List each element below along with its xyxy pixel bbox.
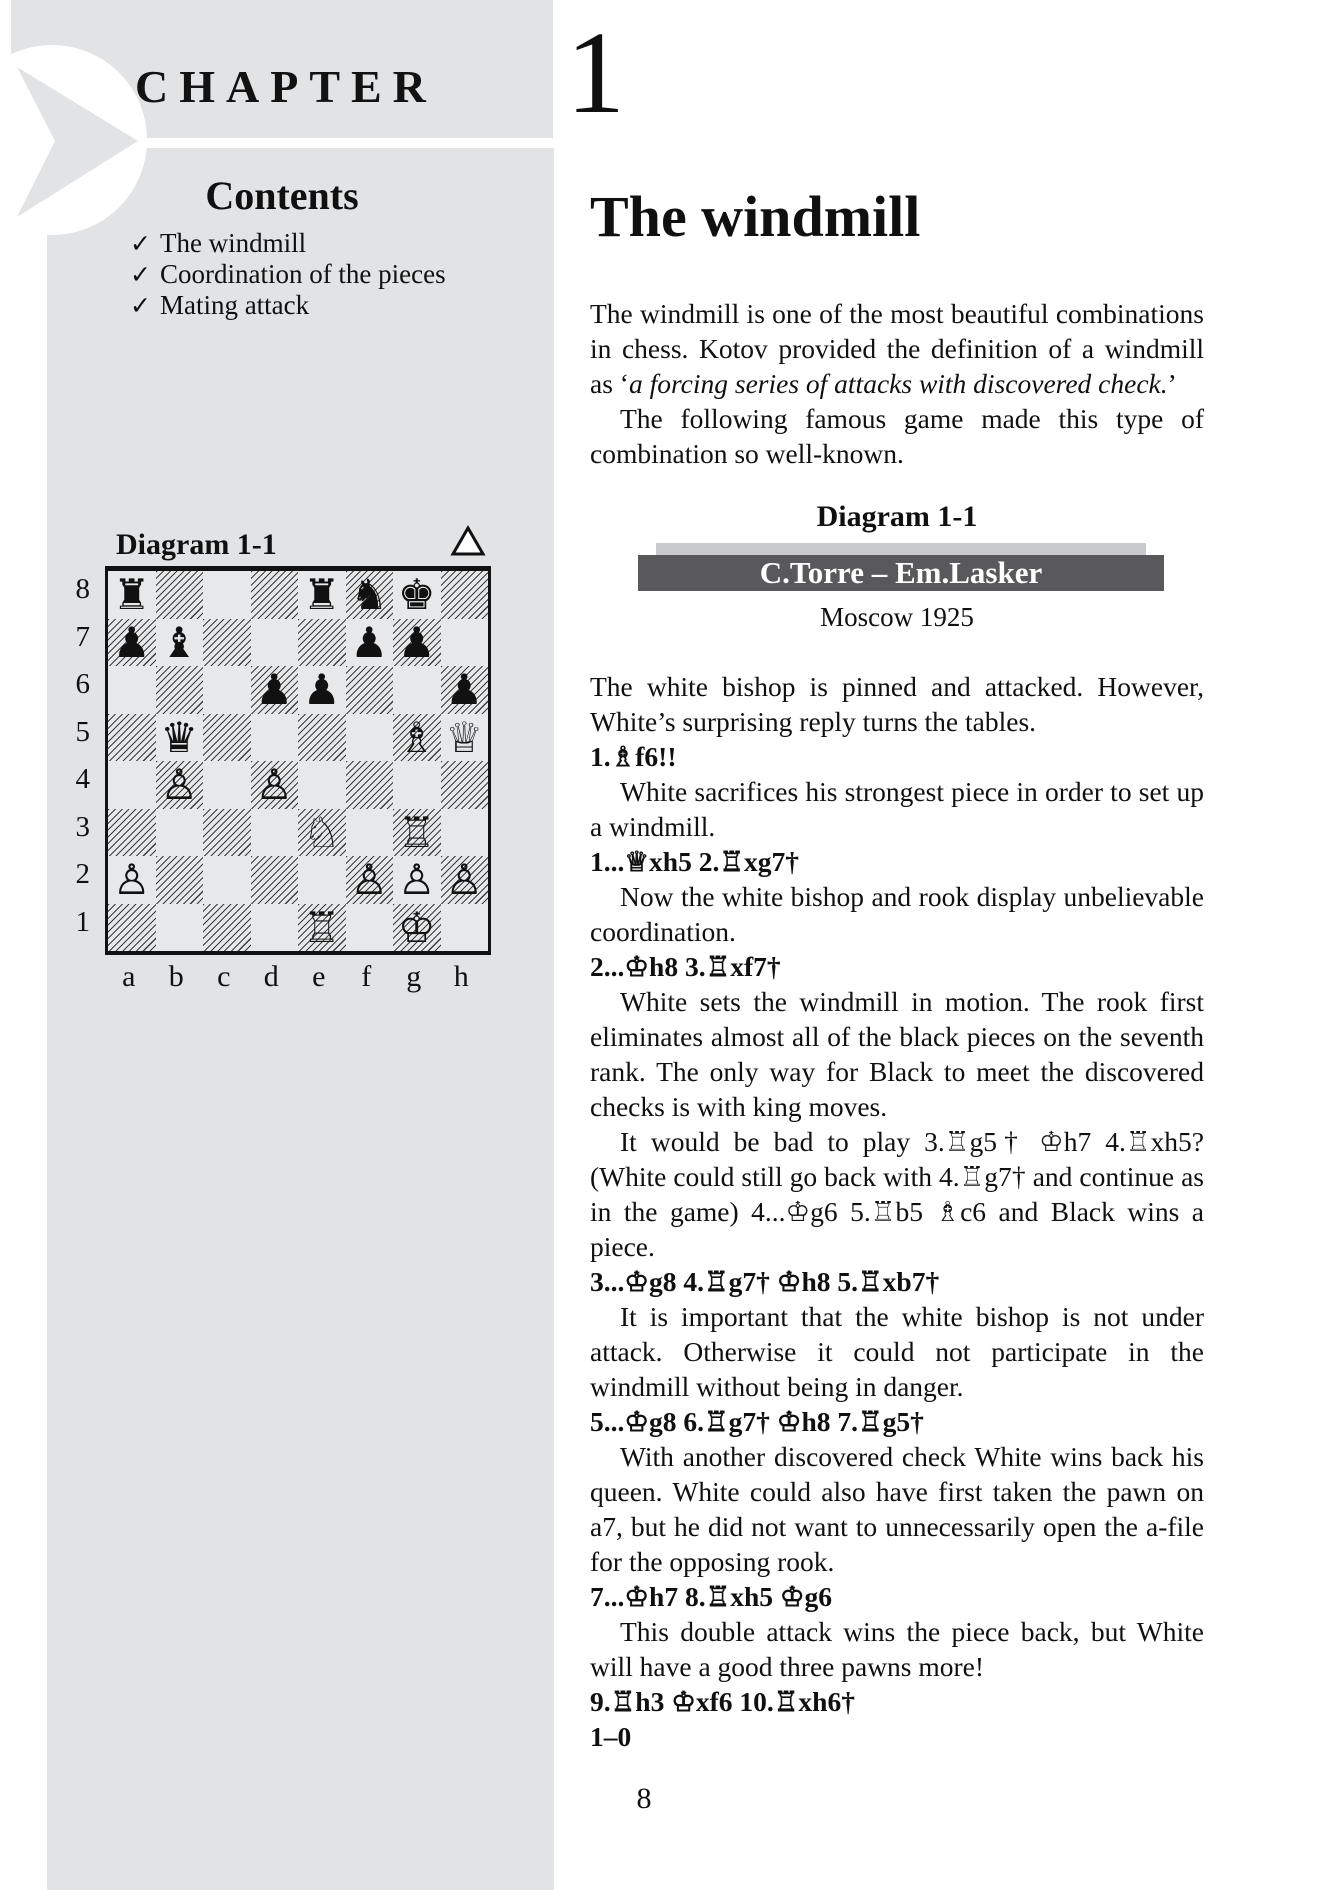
- contents-item-label: The windmill: [159, 228, 307, 258]
- board-square: [441, 904, 489, 952]
- board-square: [298, 856, 346, 904]
- game-event: Moscow 1925: [820, 602, 974, 632]
- check-icon: ✓: [130, 260, 151, 289]
- board-square: [346, 714, 394, 762]
- board-square: [108, 761, 156, 809]
- rank-label: 5: [75, 715, 90, 748]
- board-square: [203, 619, 251, 667]
- board-square: [346, 904, 394, 952]
- board-square: [156, 666, 204, 714]
- board-square: [298, 761, 346, 809]
- board-square: [441, 809, 489, 857]
- chess-piece-white-pawn: ♙: [397, 855, 436, 904]
- contents-item-label: Mating attack: [159, 290, 310, 320]
- board-square: [108, 666, 156, 714]
- chess-piece-black-pawn: ♟: [302, 665, 341, 714]
- board-square: [203, 571, 251, 619]
- chess-piece-black-pawn: ♟: [112, 617, 151, 667]
- annotation-section: [590, 669, 1204, 1754]
- board-square: [251, 809, 299, 857]
- annotation-paragraph: The white bishop is pinned and attacked. However, White’s surprising reply turns the tables.: [590, 671, 1204, 737]
- annotation-paragraph: White sacrifices his strongest piece in order to set up a windmill.: [590, 776, 1204, 842]
- board-square: [156, 856, 204, 904]
- board-square: [156, 904, 204, 952]
- intro-section: [590, 296, 1204, 471]
- move-line: 3...♔g8 4.♖g7† ♔h8 5.♖xb7†: [590, 1266, 940, 1297]
- contents-item: [130, 290, 446, 321]
- rank-label: 8: [75, 573, 90, 605]
- chess-piece-black-king: ♚: [397, 570, 436, 619]
- board-square: [251, 619, 299, 667]
- rank-label: 1: [75, 905, 90, 938]
- contents-list: [130, 228, 446, 321]
- board-square: [203, 714, 251, 762]
- annotation-paragraph: With another discovered check White wins back his queen. White could also have first taken the pawn on a7, but he did not want to unnecessarily open the a-file for the opposing rook.: [590, 1441, 1204, 1577]
- rank-label: 3: [75, 810, 90, 843]
- file-label: c: [217, 960, 231, 993]
- diagram-caption: Diagram 1-1: [816, 500, 978, 533]
- annotation-paragraph: This double attack wins the piece back, but White will have a good three pawns more!: [590, 1616, 1204, 1682]
- chess-piece-white-knight: ♘: [302, 807, 341, 857]
- move-line: 2...♔h8 3.♖xf7†: [590, 951, 781, 982]
- board-square: [156, 571, 204, 619]
- board-square: [108, 714, 156, 762]
- board-square: [298, 714, 346, 762]
- board-square: [108, 904, 156, 952]
- board-square: [441, 761, 489, 809]
- game-players: C.Torre – Em.Lasker: [638, 555, 1164, 591]
- file-label: f: [361, 960, 372, 993]
- chess-piece-white-pawn: ♙: [445, 855, 484, 904]
- chapter-number: 1: [566, 7, 625, 138]
- board-square: [203, 904, 251, 952]
- chess-piece-black-knight: ♞: [350, 570, 389, 619]
- contents-item-label: Coordination of the pieces: [159, 259, 446, 289]
- game-header-bar: [590, 543, 1204, 597]
- move-line: 9.♖h3 ♔xf6 10.♖xh6†: [590, 1686, 855, 1717]
- chess-piece-black-bishop: ♝: [160, 617, 199, 667]
- chess-piece-white-rook: ♖: [397, 807, 436, 857]
- rank-label: 7: [75, 620, 90, 653]
- board-square: [203, 666, 251, 714]
- board-square: [108, 809, 156, 857]
- rank-label: 6: [75, 668, 90, 700]
- file-label: b: [168, 960, 184, 993]
- file-label: e: [312, 960, 326, 993]
- intro-paragraph: The windmill is one of the most beautiful combinations in chess. Kotov provided the definition of a windmill as ‘a forcing series of attacks with discovered check.’: [590, 298, 1204, 399]
- file-label: a: [122, 960, 136, 993]
- move-line: 1–0: [590, 1721, 632, 1752]
- chevron-icon: [0, 0, 260, 260]
- white-to-move-triangle-icon: [449, 524, 487, 563]
- move-line: 7...♔h7 8.♖xh5 ♔g6: [590, 1581, 833, 1612]
- file-label: d: [263, 960, 279, 993]
- board-square: [251, 571, 299, 619]
- check-icon: ✓: [130, 229, 151, 258]
- board-square: [441, 619, 489, 667]
- board-square: [441, 571, 489, 619]
- chess-piece-white-pawn: ♙: [160, 760, 199, 809]
- annotation-paragraph: White sets the windmill in motion. The rook first eliminates almost all of the black pieces on the seventh rank. The only way for Black to meet the discovered checks is with king moves.: [590, 986, 1204, 1122]
- board-square: [346, 761, 394, 809]
- board-square: [156, 809, 204, 857]
- annotation-paragraph: It would be bad to play 3.♖g5† ♔h7 4.♖xh5? (White could still go back with 4.♖g7† and continue as in the game) 4...♔g6 5.♖b5 ♗c6 and Black wins a piece.: [590, 1126, 1204, 1262]
- chess-piece-black-pawn: ♟: [255, 665, 294, 714]
- chess-piece-white-bishop: ♗: [397, 712, 436, 762]
- board-square: [203, 809, 251, 857]
- board-square: [346, 666, 394, 714]
- move-line: 1...♕xh5 2.♖xg7†: [590, 846, 799, 877]
- file-label: g: [406, 960, 422, 993]
- sidebar: [47, 148, 554, 1890]
- chess-piece-white-queen: ♕: [445, 712, 484, 762]
- chess-board: [105, 566, 491, 955]
- board-square: [203, 761, 251, 809]
- chess-piece-white-rook: ♖: [302, 902, 341, 952]
- chess-piece-white-pawn: ♙: [255, 760, 294, 809]
- move-line: 1.♗f6!!: [590, 741, 677, 772]
- page-number: 8: [636, 1782, 652, 1815]
- chess-piece-black-pawn: ♟: [445, 665, 484, 714]
- board-square: [393, 666, 441, 714]
- page-title: The windmill: [590, 184, 921, 249]
- diagram-label: Diagram 1-1: [116, 528, 277, 561]
- file-labels: [105, 960, 485, 994]
- board-square: [346, 809, 394, 857]
- file-label: h: [453, 960, 469, 993]
- chess-piece-white-pawn: ♙: [112, 855, 151, 904]
- annotation-paragraph: Now the white bishop and rook display unbelievable coordination.: [590, 881, 1204, 947]
- chess-piece-black-rook: ♜: [112, 570, 151, 619]
- board-square: [203, 856, 251, 904]
- chess-piece-black-queen: ♛: [160, 712, 199, 762]
- board-square: [251, 856, 299, 904]
- main-column: [590, 186, 1204, 1754]
- contents-title: Contents: [205, 173, 359, 218]
- chess-piece-black-pawn: ♟: [350, 617, 389, 667]
- chess-piece-black-rook: ♜: [302, 570, 341, 619]
- annotation-paragraph: It is important that the white bishop is not under attack. Otherwise it could not participate in the windmill without being in danger.: [590, 1301, 1204, 1402]
- move-line: 5...♔g8 6.♖g7† ♔h8 7.♖g5†: [590, 1406, 924, 1437]
- board-square: [393, 761, 441, 809]
- board-square: [251, 904, 299, 952]
- contents-item: [130, 259, 446, 290]
- chess-piece-black-pawn: ♟: [397, 617, 436, 667]
- chess-piece-white-pawn: ♙: [350, 855, 389, 904]
- rank-label: 4: [75, 763, 90, 795]
- rank-label: 2: [75, 858, 90, 890]
- check-icon: ✓: [130, 291, 151, 320]
- board-square: [298, 619, 346, 667]
- board-square: [251, 714, 299, 762]
- contents-item: [130, 228, 446, 259]
- chapter-label: CHAPTER: [135, 61, 437, 112]
- chess-piece-white-king: ♔: [397, 902, 436, 952]
- intro-paragraph: The following famous game made this type of combination so well-known.: [590, 403, 1204, 469]
- rank-labels: [52, 566, 90, 946]
